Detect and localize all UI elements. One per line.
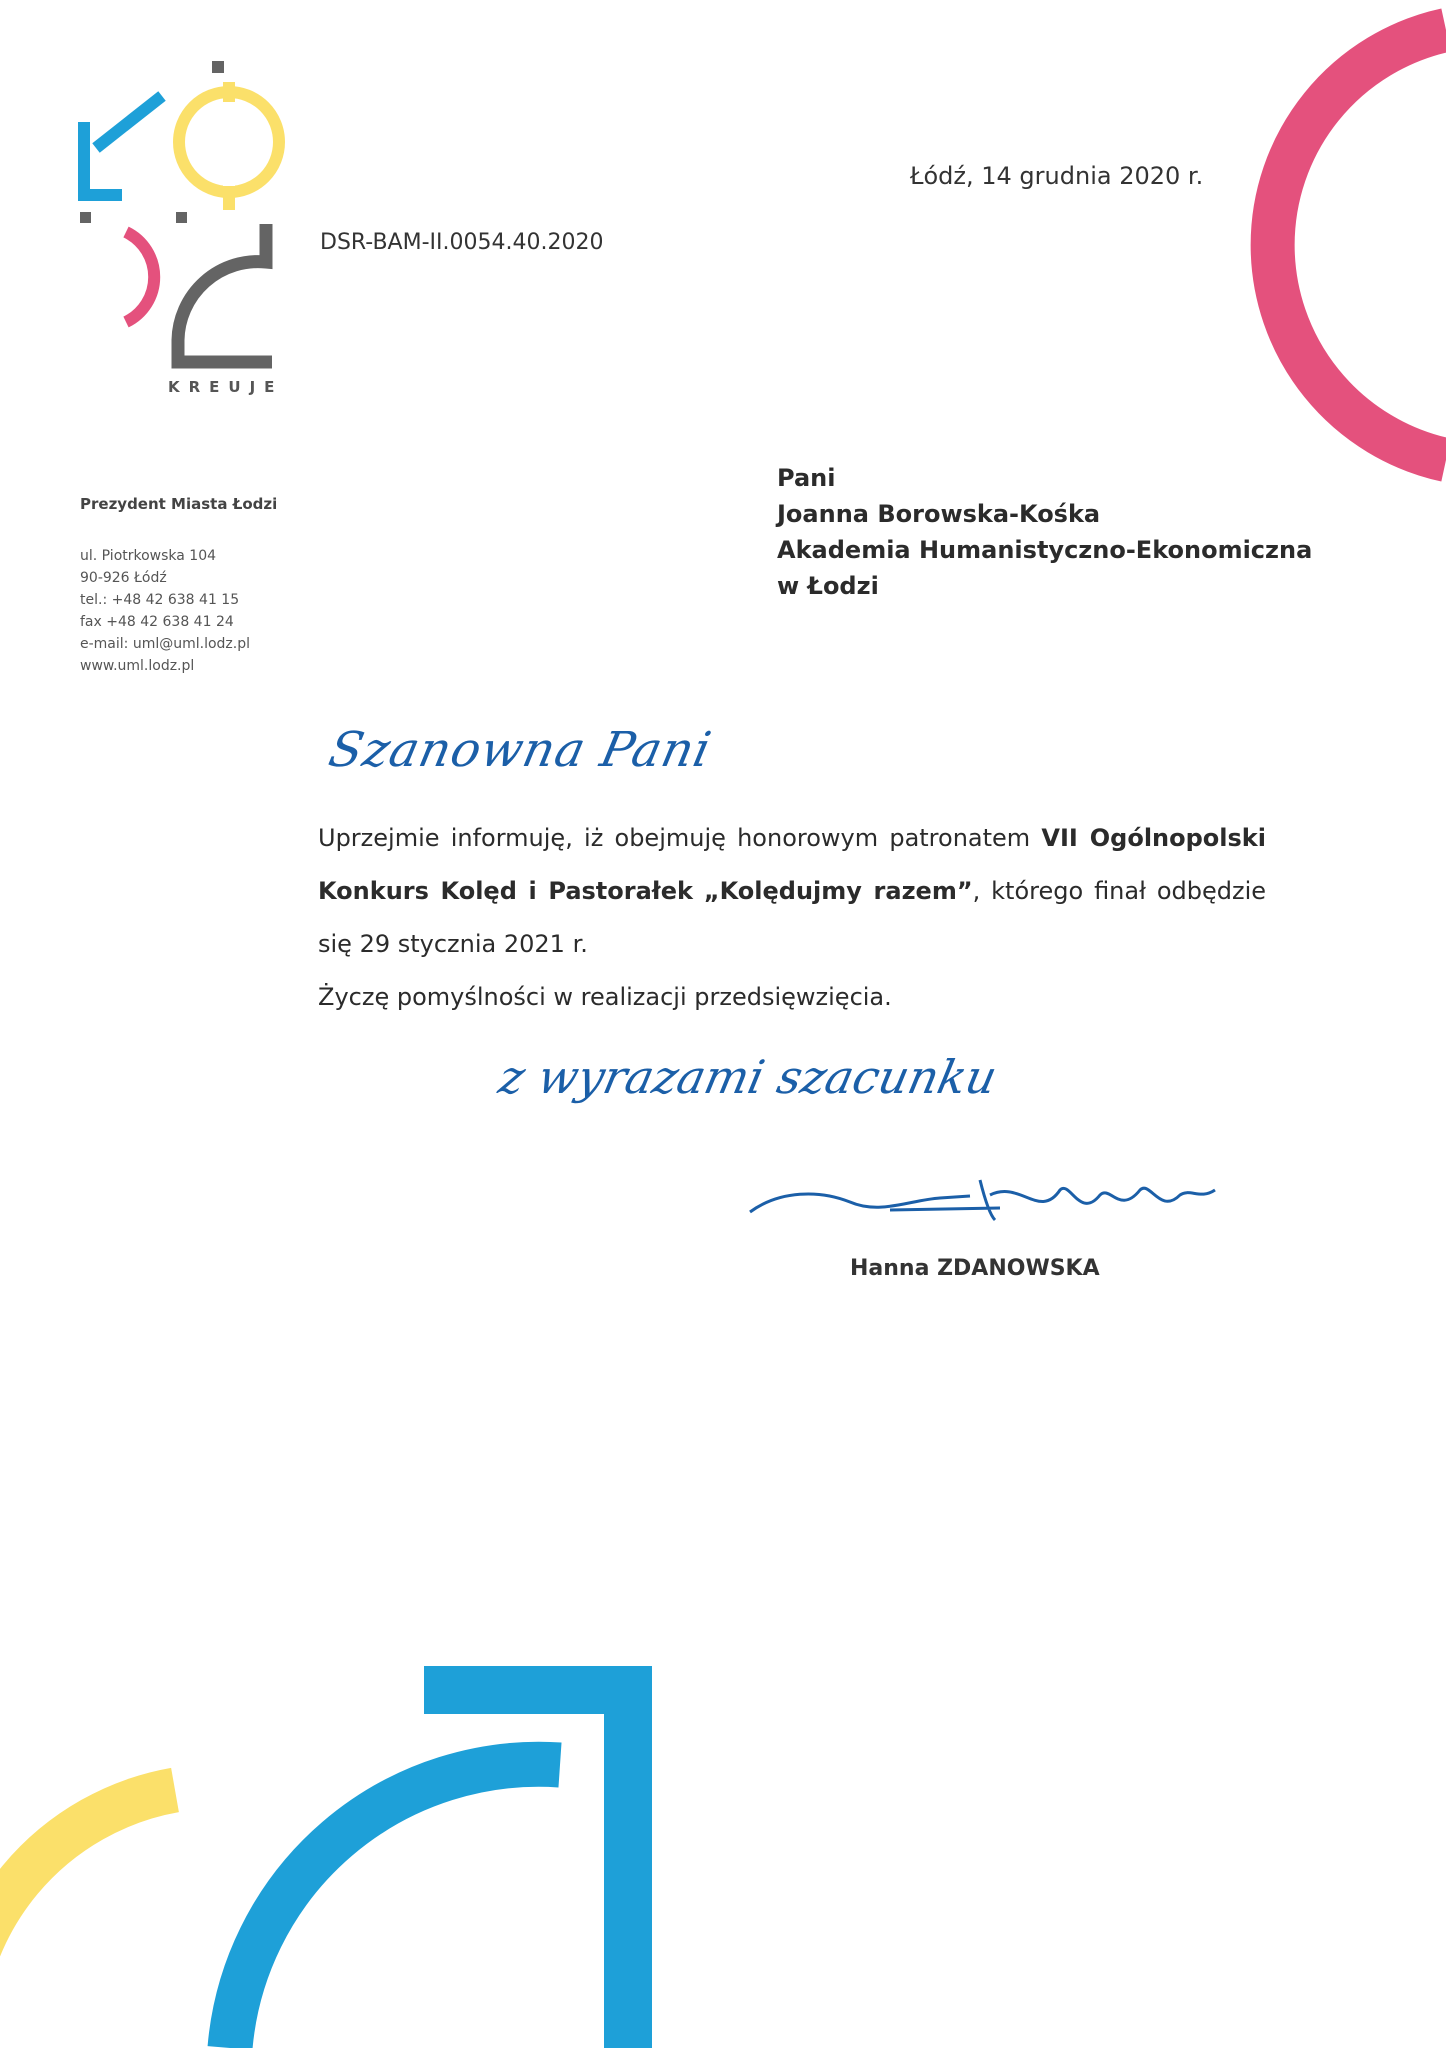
sender-website: www.uml.lodz.pl <box>80 658 195 674</box>
body-text-segment: , którego finał odbędzie się 29 stycznia 2021 r. <box>318 877 1267 958</box>
body-paragraph-2: Życzę pomyślności w realizacji przedsięwzięcia. <box>318 983 892 1011</box>
body-text-segment <box>693 877 704 905</box>
reference-number: DSR-BAM-II.0054.40.2020 <box>320 230 604 255</box>
pink-arc-decoration <box>1273 30 1446 460</box>
recipient-salutation: Pani <box>777 464 836 492</box>
logo-tagline: KREUJE <box>168 378 284 396</box>
sender-email: e-mail: uml@uml.lodz.pl <box>80 636 250 652</box>
letter-body <box>318 812 1266 1024</box>
signer-name: Hanna ZDANOWSKA <box>850 1256 1100 1281</box>
recipient-block <box>777 460 1312 604</box>
recipient-city: w Łodzi <box>777 572 879 600</box>
sender-title: Prezydent Miasta Łodzi <box>80 495 278 513</box>
body-text-segment: Uprzejmie informuję, iż obejmuję honorowym patronatem <box>318 824 1042 852</box>
contest-motto: „Kolędujmy razem” <box>703 877 973 905</box>
sender-fax: fax +48 42 638 41 24 <box>80 614 234 630</box>
handwritten-closing: z wyrazami szacunku <box>494 1050 1002 1104</box>
sender-phone: tel.: +48 42 638 41 15 <box>80 592 240 608</box>
date-line: Łódź, 14 grudnia 2020 r. <box>910 162 1204 190</box>
recipient-institution: Akademia Humanistyczno-Ekonomiczna <box>777 536 1313 564</box>
bottom-graphics <box>0 1666 652 2048</box>
contest-name: VII Ogólnopolski Konkurs Kolęd i Pastorałek <box>318 824 1266 905</box>
sender-street: ul. Piotrkowska 104 <box>80 548 217 564</box>
body-paragraph-1 <box>318 812 1266 971</box>
handwritten-salutation: Szanowna Pani <box>324 722 717 778</box>
lodz-logo <box>80 61 279 362</box>
signature <box>740 1160 1220 1240</box>
sender-address <box>80 545 250 677</box>
recipient-name: Joanna Borowska-Kośka <box>777 500 1101 528</box>
sender-postcode: 90-926 Łódź <box>80 570 167 586</box>
